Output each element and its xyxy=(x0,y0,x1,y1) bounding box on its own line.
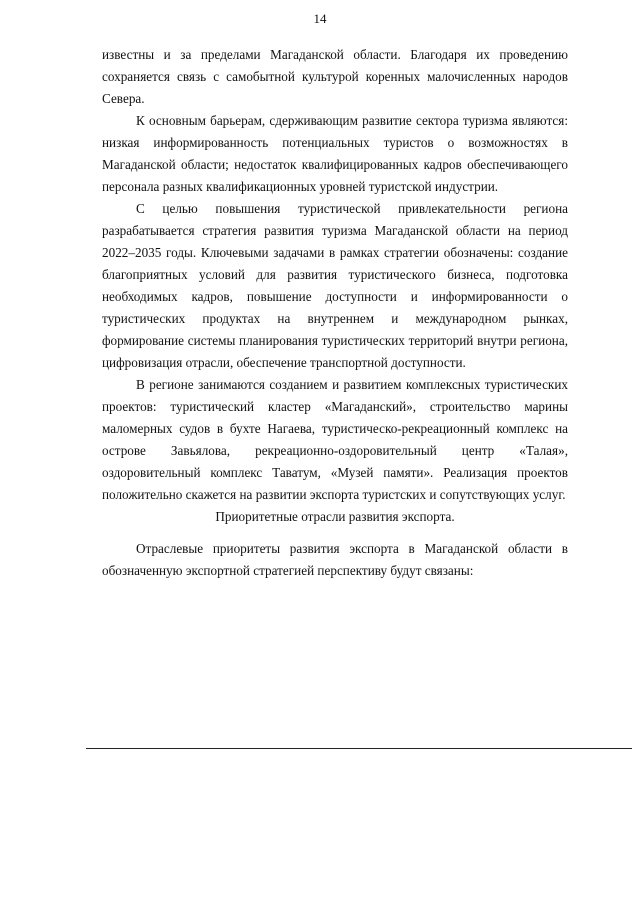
body-text xyxy=(102,44,568,582)
paragraph-export-priorities: Отраслевые приоритеты развития экспорта в Магаданской области в обозначенную экспортной стратегией перспективу будут связаны: xyxy=(102,541,568,578)
paragraph-tourism-strategy: С целью повышения туристической привлекательности региона разрабатывается стратегия развития туризма Магаданской области на период 2022–2035 годы. Ключевыми задачами в рамках стратегии обозначены: создание благоприятных условий для развития туристического бизнеса, подготовка необходимых кадров, повышение доступности и информированности о туристических продуктах на внутреннем и международном рынках, формирование системы планирования туристических территорий внутри региона, цифровизация отрасли, обеспечение транспортной доступности. xyxy=(102,201,568,370)
paragraph-continuation: известны и за пределами Магаданской области. Благодаря их проведению сохраняется связь с самобытной культурой коренных малочисленных народов Севера. xyxy=(102,47,568,106)
paragraph-tourism-projects: В регионе занимаются созданием и развитием комплексных туристических проектов: туристический кластер «Магаданский», строительство марины маломерных судов в бухте Нагаева, туристическо-рекреационный комплекс на острове Завьялова, рекреационно-оздоровительный центр «Талая», оздоровительный комплекс Таватум, «Музей памяти». Реализация проектов положительно скажется на развитии экспорта туристских и сопутствующих услуг. xyxy=(102,377,568,502)
section-heading: Приоритетные отрасли развития экспорта. xyxy=(215,509,455,524)
page-number: 14 xyxy=(313,11,327,26)
footer-divider-line xyxy=(86,748,632,749)
paragraph-tourism-barriers: К основным барьерам, сдерживающим развитие сектора туризма являются: низкая информированность потенциальных туристов о возможностях в Магаданской области; недостаток квалифицированных кадров обеспечивающего персонала разных квалификационных уровней туристской индустрии. xyxy=(102,113,568,194)
